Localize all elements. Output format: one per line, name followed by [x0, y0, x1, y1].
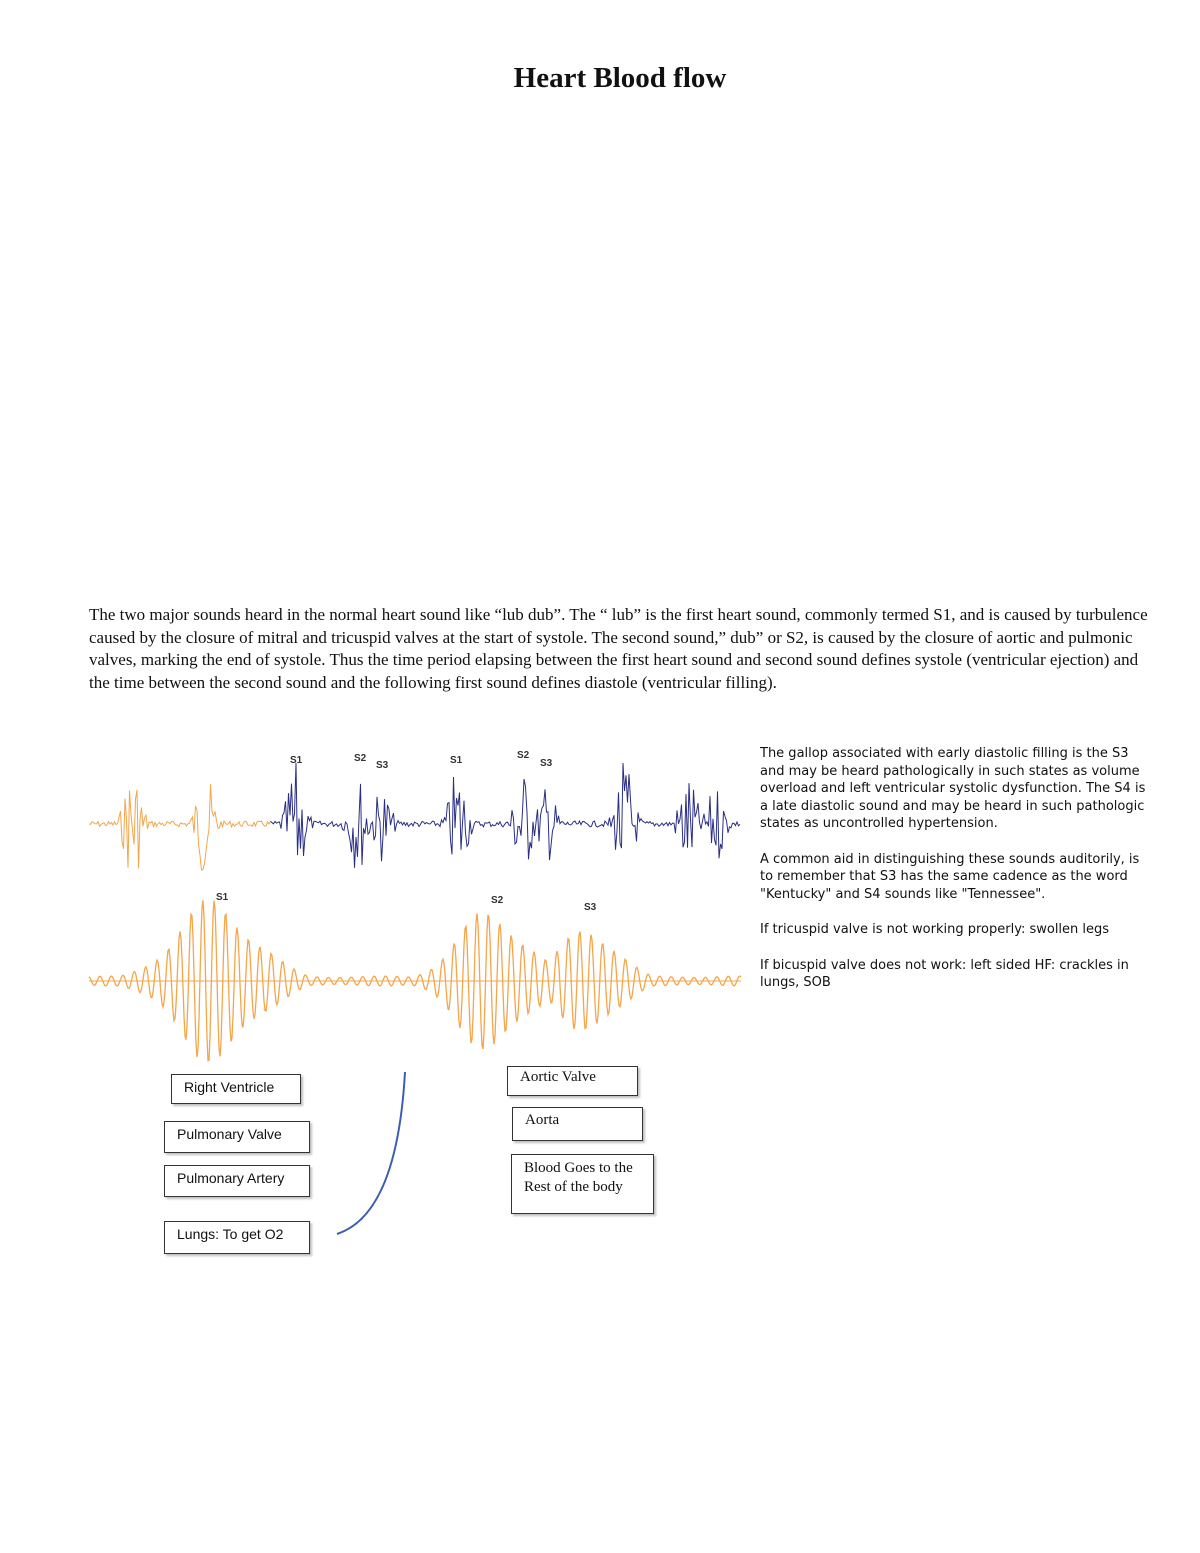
note-gallop: The gallop associated with early diastolic filling is the S3 and may be heard pathologically in such states as volume overload and left ventricular systolic dysfunction. The S4 is a late diastolic sound and may be heard in such pathologic states as uncontrolled hypertension. [760, 746, 1146, 831]
flow-box-aortic-valve: Aortic Valve [507, 1066, 638, 1096]
wave-top-blue [271, 763, 741, 868]
flow-box-aorta: Aorta [512, 1107, 643, 1141]
note-kentucky: A common aid in distinguishing these sounds auditorily, is to remember that S3 has the same cadence as the word "Kentucky" and S4 sounds like "Tennessee". [760, 851, 1140, 902]
top-label-s3-b: S3 [540, 758, 553, 769]
top-label-s3-a: S3 [376, 760, 389, 771]
side-notes [760, 745, 1155, 1010]
bottom-label-s1: S1 [216, 892, 229, 903]
note-bicuspid: If bicuspid valve does not work: left sided HF: crackles in lungs, SOB [760, 957, 1129, 990]
flow-box-pulmonary-artery: Pulmonary Artery [164, 1165, 310, 1197]
page-title: Heart Blood flow [513, 62, 727, 94]
bottom-label-s3: S3 [584, 902, 597, 913]
flow-box-lungs: Lungs: To get O2 [164, 1221, 310, 1254]
note-tricuspid: If tricuspid valve is not working properly: swollen legs [760, 922, 1110, 937]
bottom-label-s2: S2 [491, 895, 504, 906]
waveform-bottom [89, 900, 741, 1060]
wave-top-orange [89, 784, 271, 870]
flow-box-right-ventricle: Right Ventricle [171, 1074, 301, 1104]
top-label-s2-b: S2 [517, 750, 530, 761]
flow-box-blood-to-body: Blood Goes to the Rest of the body [511, 1154, 654, 1214]
flow-connector-arrow [337, 1072, 405, 1234]
waveform-top [89, 763, 740, 870]
top-label-s1-b: S1 [450, 755, 463, 766]
flow-box-pulmonary-valve: Pulmonary Valve [164, 1121, 310, 1153]
top-label-s1-a: S1 [290, 755, 303, 766]
top-label-s2-a: S2 [354, 753, 367, 764]
intro-paragraph: The two major sounds heard in the normal heart sound like “lub dub”. The “ lub” is the first heart sound, commonly termed S1, and is caused by turbulence caused by the closure of mitral and tricuspid valves at the start of systole. The second sound,” dub” or S2, is caused by the closure of aortic and pulmonic valves, marking the end of systole. Thus the time period elapsing between the first heart sound and second sound defines systole (ventricular ejection) and the time between the second sound and the following first sound defines diastole (ventricular filling). [89, 605, 1148, 692]
